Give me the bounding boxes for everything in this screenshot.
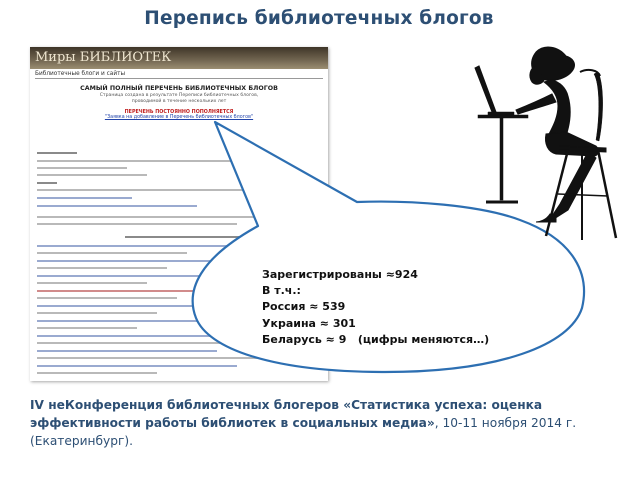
screenshot-red-note: ПЕРЕЧЕНЬ ПОСТОЯННО ПОПОЛНЯЕТСЯ (124, 110, 234, 115)
site-banner: Миры БИБЛИОТЕК (30, 47, 328, 69)
screenshot-note: проводимой в течение нескольких лет (131, 99, 227, 104)
conference-caption (30, 396, 620, 450)
slide-title: Перепись библиотечных блогов (144, 8, 494, 29)
belarus-line (262, 332, 489, 348)
screenshot-subtitle: Библиотечные блоги и сайты (35, 71, 323, 79)
laptop-icon (475, 66, 496, 112)
russia-count: Россия ≈ 539 (262, 300, 346, 314)
registered-count: Зарегистрированы ≈924 (262, 268, 418, 281)
woman-at-laptop-illustration (448, 44, 633, 244)
belarus-count: Беларусь ≈ 9 (262, 332, 347, 346)
screenshot-heading: САМЫЙ ПОЛНЫЙ ПЕРЕЧЕНЬ БИБЛИОТЕЧНЫХ БЛОГОВ (80, 85, 278, 92)
bubble-text (262, 267, 489, 348)
screenshot-link: "Заявка на добавление в Перечень библиотечных блогов" (104, 115, 254, 120)
ukraine-count: Украина ≈ 301 (262, 316, 356, 330)
conference-date: , 10-11 ноября 2014 г. (Екатеринбург). (30, 416, 577, 448)
changing-note: (цифры меняются…) (357, 332, 490, 346)
including-label: В т.ч.: (262, 284, 301, 298)
screenshot-note: Страница создана в результате Переписи библиотечных блогов, (99, 93, 259, 98)
conference-title: IV неКонференция библиотечных блогеров «Статистика успеха: оценка эффективности работы библиотек в социальных медиа» (30, 398, 543, 430)
